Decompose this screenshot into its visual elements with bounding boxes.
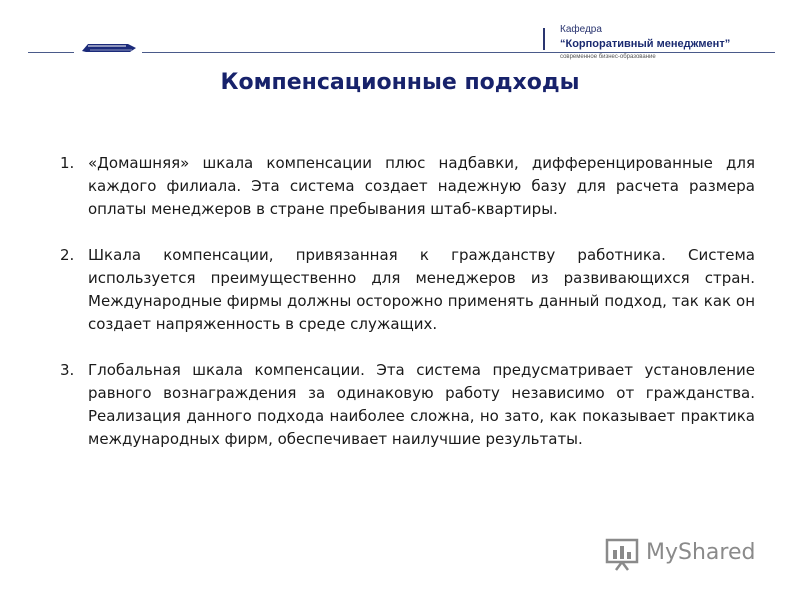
department-divider (543, 28, 545, 50)
presentation-icon (604, 536, 640, 572)
watermark-text: MyShared (646, 540, 756, 565)
list-item-number: 2. (60, 246, 75, 264)
header-divider-right (142, 52, 775, 53)
slide-content (60, 152, 755, 474)
department-name: “Корпоративный менеджмент” (560, 38, 731, 50)
list-item-text: «Домашняя» шкала компенсации плюс надбавки, дифференцированные для каждого филиала. Эта система создает надежную базу для расчета размера оплаты менеджеров в стране пребывания штаб-квартиры. (88, 154, 755, 218)
list-item-number: 1. (60, 154, 75, 172)
list-item (60, 244, 755, 336)
logo-icon (78, 40, 140, 56)
list-item-text: Шкала компенсации, привязанная к гражданству работника. Система используется преимущественно для менеджеров из развивающихся стран. Международные фирмы должны осторожно применять данный подход, так как он создает напряженность в среде служащих. (88, 246, 755, 333)
department-label: Кафедра (560, 24, 602, 35)
header-divider-left (28, 52, 74, 53)
list-item (60, 359, 755, 451)
department-tagline: современное бизнес-образование (560, 54, 656, 60)
list-item (60, 152, 755, 221)
list-item-number: 3. (60, 361, 75, 379)
list-item-text: Глобальная шкала компенсации. Эта система предусматривает установление равного вознаграждения за одинаковую работу независимо от гражданства. Реализация данного подхода наиболее сложна, но зато, как показывает практика международных фирм, обеспечивает наилучшие результаты. (88, 361, 755, 448)
watermark (604, 536, 764, 572)
slide-title: Компенсационные подходы (220, 70, 580, 95)
